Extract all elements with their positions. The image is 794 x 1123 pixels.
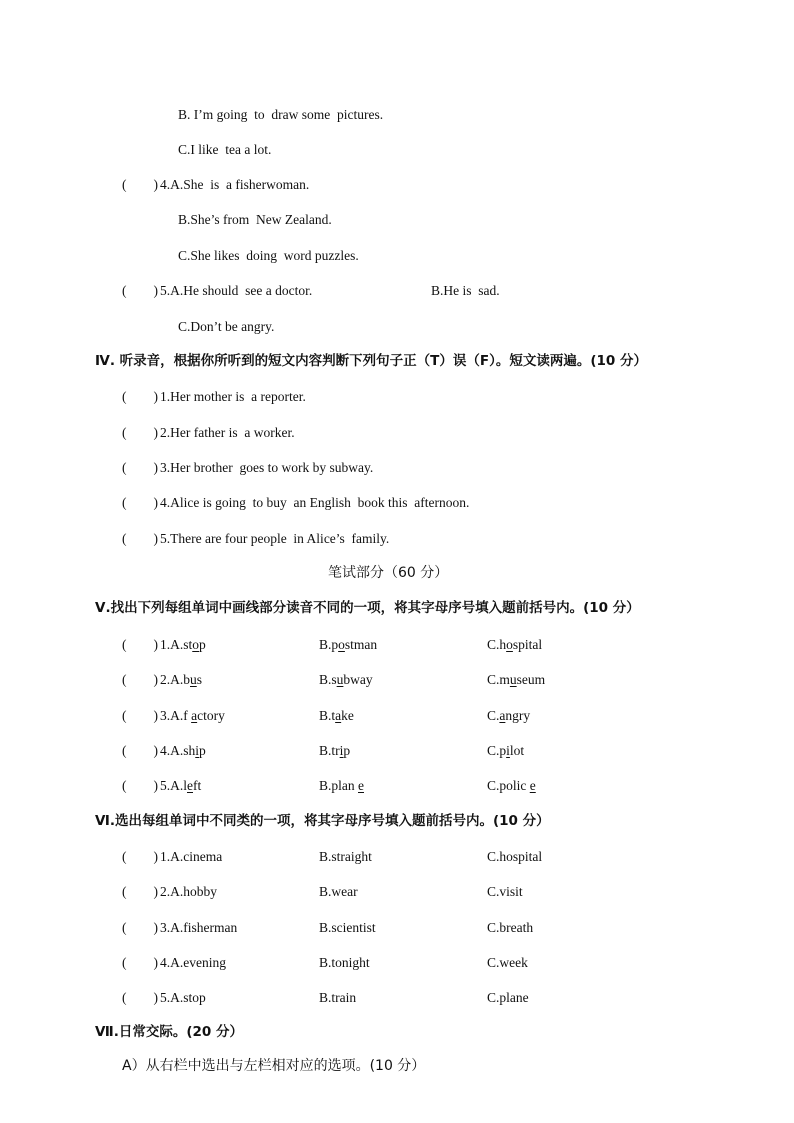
answer-blank[interactable]: ( ) [122, 389, 158, 404]
word-part: p [199, 637, 206, 652]
word-part: 2.A.b [160, 672, 190, 687]
word-option-c [487, 671, 545, 689]
section-6-title: Ⅵ.选出每组单词中不同类的一项，将其字母序号填入题前括号内。(10 分） [95, 813, 550, 829]
word-part: 4.A.sh [160, 743, 196, 758]
word-part: B.t [319, 708, 336, 723]
underlined-letter: i [506, 743, 510, 758]
word-option-b [319, 636, 377, 654]
question-statement: 4.Alice is going to buy an English book this afternoon. [160, 495, 470, 510]
word-part: spital [512, 637, 543, 652]
q5-option-b: B.He is sad. [431, 283, 500, 298]
word-part: p [199, 743, 206, 758]
word-part: C.p [487, 743, 507, 758]
q4-option-b: B.She’s from New Zealand. [178, 212, 332, 227]
word-option-b: B.straight [319, 849, 372, 864]
word-option-b [319, 742, 350, 760]
q5-option-a: 5.A.He should see a doctor. [160, 283, 313, 298]
word-option-b: B.wear [319, 884, 358, 899]
word-option-a: 4.A.evening [160, 955, 226, 970]
word-part: C.polic [487, 778, 530, 793]
underlined-letter: u [190, 672, 197, 687]
answer-blank[interactable]: ( ) [122, 990, 158, 1005]
underlined-letter: e [358, 778, 364, 793]
word-part: B.p [319, 637, 339, 652]
word-part: lot [509, 743, 525, 758]
underlined-letter: i [195, 743, 200, 758]
underlined-letter: a [335, 708, 342, 723]
question-statement: 5.There are four people in Alice’s family. [160, 531, 390, 546]
word-part: C.m [487, 672, 510, 687]
word-part: C.h [487, 637, 507, 652]
underlined-letter: o [192, 637, 200, 652]
word-option-c [487, 742, 524, 760]
underlined-letter: o [506, 637, 513, 652]
word-option-c [487, 777, 536, 795]
q4-option-c: C.She likes doing word puzzles. [178, 248, 359, 263]
word-part: 3.A.f [160, 708, 192, 723]
section-7-title: Ⅶ.日常交际。(20 分） [95, 1024, 243, 1040]
answer-blank[interactable]: ( ) [122, 495, 158, 510]
word-option-a [160, 742, 206, 760]
q3-option-b: B. I’m going to draw some pictures. [178, 107, 384, 122]
word-option-c: C.breath [487, 920, 534, 935]
underlined-letter: u [509, 672, 517, 687]
word-option-a: 3.A.fisherman [160, 920, 238, 935]
word-option-a: 5.A.stop [160, 990, 206, 1005]
underlined-letter: u [336, 672, 344, 687]
word-option-b [319, 777, 364, 795]
word-part: B.plan [319, 778, 358, 793]
word-part: p [343, 743, 351, 758]
word-option-a [160, 707, 225, 725]
word-option-a [160, 636, 206, 654]
word-part: ctory [197, 708, 225, 723]
word-option-b [319, 707, 354, 725]
underlined-letter: e [529, 778, 536, 793]
word-option-c [487, 636, 542, 654]
word-part: ngry [505, 708, 531, 723]
word-part: bway [343, 672, 373, 687]
section-4-title: Ⅳ. 听录音，根据你所听到的短文内容判断下列句子正（T）误（F）。短文读两遍。(10 分） [95, 353, 647, 369]
answer-blank[interactable]: ( ) [122, 778, 158, 793]
word-part: B.s [319, 672, 337, 687]
answer-blank[interactable]: ( ) [122, 708, 158, 723]
answer-blank[interactable]: ( ) [122, 531, 158, 546]
word-option-c: C.plane [487, 990, 529, 1005]
word-option-c: C.visit [487, 884, 523, 899]
question-statement: 1.Her mother is a reporter. [160, 389, 306, 404]
q3-option-c: C.I like tea a lot. [178, 142, 272, 157]
section-7-subtitle: A）从右栏中选出与左栏相对应的选项。(10 分） [122, 1058, 426, 1074]
answer-blank[interactable]: ( ) [122, 425, 158, 440]
q5-option-c: C.Don’t be angry. [178, 319, 275, 334]
answer-blank[interactable]: ( ) [122, 743, 158, 758]
word-option-b [319, 671, 373, 689]
word-part: B.tr [319, 743, 340, 758]
word-part: ke [341, 708, 354, 723]
q4-option-a: 4.A.She is a fisherwoman. [160, 177, 310, 192]
answer-blank[interactable]: ( ) [122, 955, 158, 970]
answer-blank[interactable]: ( ) [122, 920, 158, 935]
section-5-title: Ⅴ.找出下列每组单词中画线部分读音不同的一项，将其字母序号填入题前括号内。(10 分） [95, 600, 640, 616]
answer-blank-q4[interactable]: ( ) [122, 177, 158, 192]
word-option-b: B.train [319, 990, 357, 1005]
word-option-c: C.hospital [487, 849, 543, 864]
word-option-b: B.scientist [319, 920, 376, 935]
word-part: ft [193, 778, 202, 793]
word-part: s [196, 672, 203, 687]
question-statement: 2.Her father is a worker. [160, 425, 295, 440]
underlined-letter: e [187, 778, 193, 793]
answer-blank[interactable]: ( ) [122, 637, 158, 652]
underlined-letter: a [191, 708, 198, 723]
underlined-letter: i [339, 743, 344, 758]
answer-blank[interactable]: ( ) [122, 884, 158, 899]
answer-blank-q5[interactable]: ( ) [122, 283, 158, 298]
word-part: stman [344, 637, 378, 652]
underlined-letter: a [499, 708, 506, 723]
word-option-a [160, 777, 201, 795]
answer-blank[interactable]: ( ) [122, 460, 158, 475]
word-part: C. [487, 708, 500, 723]
answer-blank[interactable]: ( ) [122, 672, 158, 687]
word-option-c [487, 707, 530, 725]
written-part-heading: 笔试部分（60 分） [328, 565, 449, 581]
word-option-a: 1.A.cinema [160, 849, 223, 864]
question-statement: 3.Her brother goes to work by subway. [160, 460, 374, 475]
word-part: seum [516, 672, 546, 687]
word-part: 5.A.l [160, 778, 187, 793]
word-option-a: 2.A.hobby [160, 884, 217, 899]
word-option-b: B.tonight [319, 955, 370, 970]
word-option-a [160, 671, 202, 689]
word-option-c: C.week [487, 955, 528, 970]
answer-blank[interactable]: ( ) [122, 849, 158, 864]
underlined-letter: o [338, 637, 345, 652]
word-part: 1.A.st [160, 637, 193, 652]
